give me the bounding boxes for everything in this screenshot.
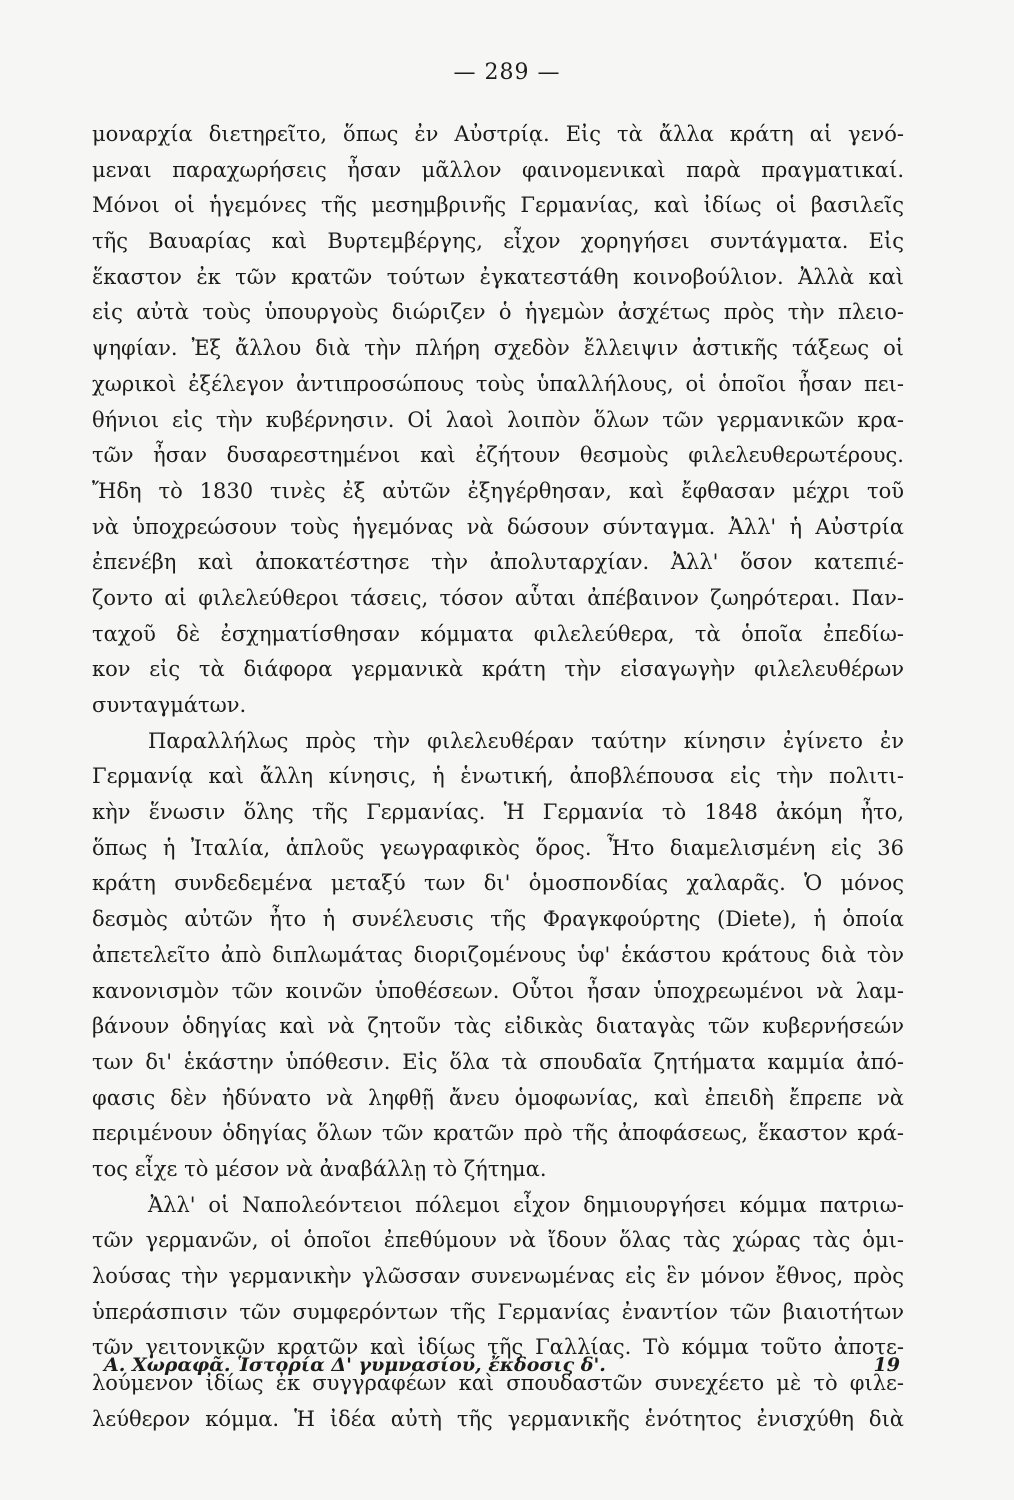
text-line: ἐπενέβη καὶ ἀποκατέστησε τὴν ἀπολυταρχίαν. Ἀλλ' ὅσον κατεπιέ- [92,550,904,575]
text-line: λούμενον ἰδίως ἐκ συγγραφέων καὶ σπουδαστῶν συνεχέετο μὲ τὸ φιλε- [92,1371,904,1396]
text-line: θήνιοι εἰς τὴν κυβέρνησιν. Οἱ λαοὶ λοιπὸν ὅλων τῶν γερμανικῶν κρα- [92,407,904,432]
text-line: ἀπετελεῖτο ἀπὸ διπλωμάτας διοριζομένους ὑφ' ἑκάστου κράτους διὰ τὸν [92,942,904,967]
text-line: κὴν ἕνωσιν ὅλης τῆς Γερμανίας. Ἡ Γερμανία τὸ 1848 ἀκόμη ἦτο, [92,800,904,825]
text-line: μοναρχία διετηρεῖτο, ὅπως ἐν Αὐστρίᾳ. Εἰς τὰ ἄλλα κράτη αἱ γενό- [92,122,904,146]
text-line: λεύθερον κόμμα. Ἡ ἰδέα αὐτὴ τῆς γερμανικῆς ἑνότητος ἐνισχύθη διὰ [92,1406,904,1431]
text-line: τος εἶχε τὸ μέσον νὰ ἀναβάλλῃ τὸ ζήτημα. [92,1156,547,1181]
text-line: νὰ ὑποχρεώσουν τοὺς ἡγεμόνας νὰ δώσουν σύνταγμα. Ἀλλ' ἡ Αὐστρία [92,514,904,539]
text-line: των δι' ἑκάστην ὑπόθεσιν. Εἰς ὅλα τὰ σπουδαῖα ζητήματα καμμία ἀπό- [92,1049,904,1074]
text-line: ταχοῦ δὲ ἐσχηματίσθησαν κόμματα φιλελεύθερα, τὰ ὁποῖα ἐπεδίω- [92,621,904,646]
page-number: — 289 — [453,60,561,85]
text-line: τῆς Βαυαρίας καὶ Βυρτεμβέργης, εἶχον χορηγήσει συντάγματα. Εἰς [92,229,904,254]
paragraph-start-line: Ἀλλ' οἱ Ναπολεόντειοι πόλεμοι εἶχον δημιουργήσει κόμμα πατριω- [148,1192,904,1217]
text-line: τῶν γερμανῶν, οἱ ὁποῖοι ἐπεθύμουν νὰ ἴδουν ὅλας τὰς χώρας τὰς ὁμι- [92,1228,904,1253]
page-footer [104,1350,900,1382]
text-line: ὅπως ἡ Ἰταλία, ἁπλοῦς γεωγραφικὸς ὅρος. Ἦτο διαμελισμένη εἰς 36 [92,835,904,860]
text-line: Ἤδη τὸ 1830 τινὲς ἐξ αὐτῶν ἐξηγέρθησαν, καὶ ἔφθασαν μέχρι τοῦ [92,478,904,503]
text-line: τῶν γειτονικῶν κρατῶν καὶ ἰδίως τῆς Γαλλίας. Τὸ κόμμα τοῦτο ἀποτε- [92,1335,904,1360]
text-line: Γερμανίᾳ καὶ ἄλλη κίνησις, ἡ ἑνωτική, ἀποβλέπουσα εἰς τὴν πολιτι- [92,764,904,789]
text-line: ζοντο αἱ φιλελεύθεροι τάσεις, τόσον αὗται ἀπέβαινον ζωηρότεραι. Παν- [92,585,904,610]
text-line: βάνουν ὁδηγίας καὶ νὰ ζητοῦν τὰς εἰδικὰς διαταγὰς τῶν κυβερνήσεών [92,1014,904,1039]
text-line: κον εἰς τὰ διάφορα γερμανικὰ κράτη τὴν εἰσαγωγὴν φιλελευθέρων [92,657,904,682]
text-line: λούσας τὴν γερμανικὴν γλῶσσαν συνενωμένας εἰς ἓν μόνον ἔθνος, πρὸς [92,1264,904,1288]
text-line: δεσμὸς αὐτῶν ἦτο ἡ συνέλευσις τῆς Φραγκφούρτης (Diete), ἡ ὁποία [92,907,904,932]
text-line: τῶν ἦσαν δυσαρεστημένοι καὶ ἐζήτουν θεσμοὺς φιλελευθερωτέρους. [92,443,904,468]
text-line: εἰς αὐτὰ τοὺς ὑπουργοὺς διώριζεν ὁ ἡγεμὼν ἀσχέτως πρὸς τὴν πλειο- [92,300,904,325]
text-line: Μόνοι οἱ ἡγεμόνες τῆς μεσημβρινῆς Γερμανίας, καὶ ἰδίως οἱ βασιλεῖς [92,193,904,218]
text-line: περιμένουν ὁδηγίας ὅλων τῶν κρατῶν πρὸ τῆς ἀποφάσεως, ἕκαστον κρά- [92,1121,904,1146]
paragraph-start-line: Παραλλήλως πρὸς τὴν φιλελευθέραν ταύτην κίνησιν ἐγίνετο ἐν [148,728,904,753]
printer-signature: 19 [873,1354,900,1376]
text-line: μεναι παραχωρήσεις ἦσαν μᾶλλον φαινομενικαὶ παρὰ πραγματικαί. [92,157,904,182]
text-line: ψηφίαν. Ἐξ ἄλλου διὰ τὴν πλήρη σχεδὸν ἔλλειψιν ἀστικῆς τάξεως οἱ [92,336,904,361]
footer-citation: Α. Χωραφᾶ. Ἱστορία Δ' γυμνασίου, ἔκδοσις δ'. [104,1354,606,1376]
text-line: χωρικοὶ ἐξέλεγον ἀντιπροσώπους τοὺς ὑπαλλήλους, οἱ ὁποῖοι ἦσαν πει- [92,371,904,396]
text-line: ἕκαστον ἐκ τῶν κρατῶν τούτων ἐγκατεστάθη κοινοβούλιον. Ἀλλὰ καὶ [92,264,904,289]
text-line: κράτη συνδεδεμένα μεταξύ των δι' ὁμοσπονδίας χαλαρᾶς. Ὁ μόνος [92,871,904,896]
text-line: κανονισμὸν τῶν κοινῶν ὑποθέσεων. Οὗτοι ἦσαν ὑποχρεωμένοι νὰ λαμ- [92,978,904,1003]
text-line: συνταγμάτων. [92,693,247,717]
text-line: ὑπεράσπισιν τῶν συμφερόντων τῆς Γερμανίας ἐναντίον τῶν βιαιοτήτων [92,1299,904,1324]
text-line: φασις δὲν ἠδύνατο νὰ ληφθῇ ἄνευ ὁμοφωνίας, καὶ ἐπειδὴ ἔπρεπε νὰ [92,1085,904,1110]
body-text [92,117,904,1437]
